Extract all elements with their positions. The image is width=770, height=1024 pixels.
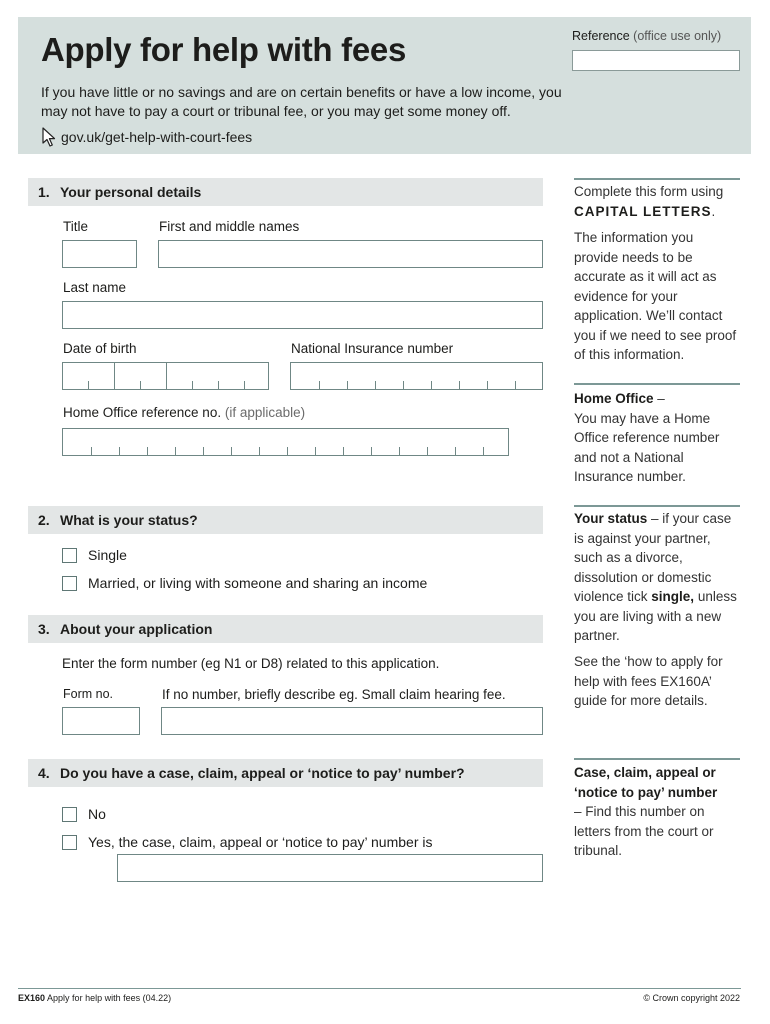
form-header — [18, 17, 751, 154]
last-name-label: Last name — [63, 280, 127, 295]
cursor-icon — [41, 127, 57, 147]
sidebar-rule — [574, 758, 740, 760]
home-office-ref-field[interactable] — [62, 428, 509, 456]
section-2-heading: 2. What is your status? — [28, 506, 543, 534]
describe-field[interactable] — [161, 707, 543, 735]
case-number-option-yes[interactable]: Yes, the case, claim, appeal or ‘notice to pay’ number is — [62, 834, 432, 850]
footer-rule — [18, 988, 741, 989]
capital-letters-note: Complete this form using CAPITAL LETTERS. — [574, 184, 724, 219]
case-number-note: Case, claim, appeal or ‘notice to pay’ number – Find this number on letters from the court or tribunal. — [574, 765, 718, 858]
status-option-married[interactable]: Married, or living with someone and sharing an income — [62, 575, 427, 591]
home-office-ref-label: Home Office reference no. (if applicable) — [63, 405, 306, 420]
home-office-note: Home Office – You may have a Home Office reference number and not a National Insurance number. — [574, 391, 720, 484]
evidence-note: The information you provide needs to be accurate as it will act as evidence for your application. We’ll contact you if we need to see proof of this information. — [574, 230, 737, 362]
status-option-single[interactable]: Single — [62, 547, 127, 563]
yes-checkbox[interactable] — [62, 835, 77, 850]
section-1-heading: 1. Your personal details — [28, 178, 543, 206]
form-intro: If you have little or no savings and are on certain benefits or have a low income, you may not have to pay a court or tribunal fee, or you may get some money off. — [41, 84, 562, 119]
status-note: Your status – if your case is against your partner, such as a divorce, dissolution or domestic violence tick single, unless you are living with a new partner. — [574, 511, 737, 643]
guide-note: See the ‘how to apply for help with fees EX160A’ guide for more details. — [574, 654, 723, 708]
last-name-field[interactable] — [62, 301, 543, 329]
single-checkbox[interactable] — [62, 548, 77, 563]
reference-field[interactable] — [572, 50, 740, 71]
first-names-label: First and middle names — [159, 219, 300, 234]
footer-form-id: EX160 Apply for help with fees (04.22) — [18, 993, 172, 1003]
reference-label: Reference (office use only) — [572, 29, 722, 43]
title-label: Title — [63, 219, 89, 234]
case-number-option-no[interactable]: No — [62, 806, 106, 822]
dob-field[interactable] — [62, 362, 269, 390]
sidebar-rule — [574, 178, 740, 180]
describe-label: If no number, briefly describe eg. Small claim hearing fee. — [162, 687, 506, 702]
form-number-instruction: Enter the form number (eg N1 or D8) related to this application. — [62, 656, 440, 671]
ni-label: National Insurance number — [291, 341, 454, 356]
married-checkbox[interactable] — [62, 576, 77, 591]
dob-label: Date of birth — [63, 341, 137, 356]
help-link[interactable]: gov.uk/get-help-with-court-fees — [61, 129, 253, 145]
form-no-label: Form no. — [63, 687, 114, 701]
ni-number-field[interactable] — [290, 362, 543, 390]
section-3-heading: 3. About your application — [28, 615, 543, 643]
footer-copyright: © Crown copyright 2022 — [643, 993, 740, 1003]
sidebar-rule — [574, 383, 740, 385]
form-title: Apply for help with fees — [41, 31, 407, 68]
no-checkbox[interactable] — [62, 807, 77, 822]
sidebar-rule — [574, 505, 740, 507]
case-number-field[interactable] — [117, 854, 543, 882]
section-4-heading: 4. Do you have a case, claim, appeal or ‘notice to pay’ number? — [28, 759, 543, 787]
help-link-row[interactable] — [41, 127, 252, 147]
form-no-field[interactable] — [62, 707, 140, 735]
title-field[interactable] — [62, 240, 137, 268]
first-names-field[interactable] — [158, 240, 543, 268]
